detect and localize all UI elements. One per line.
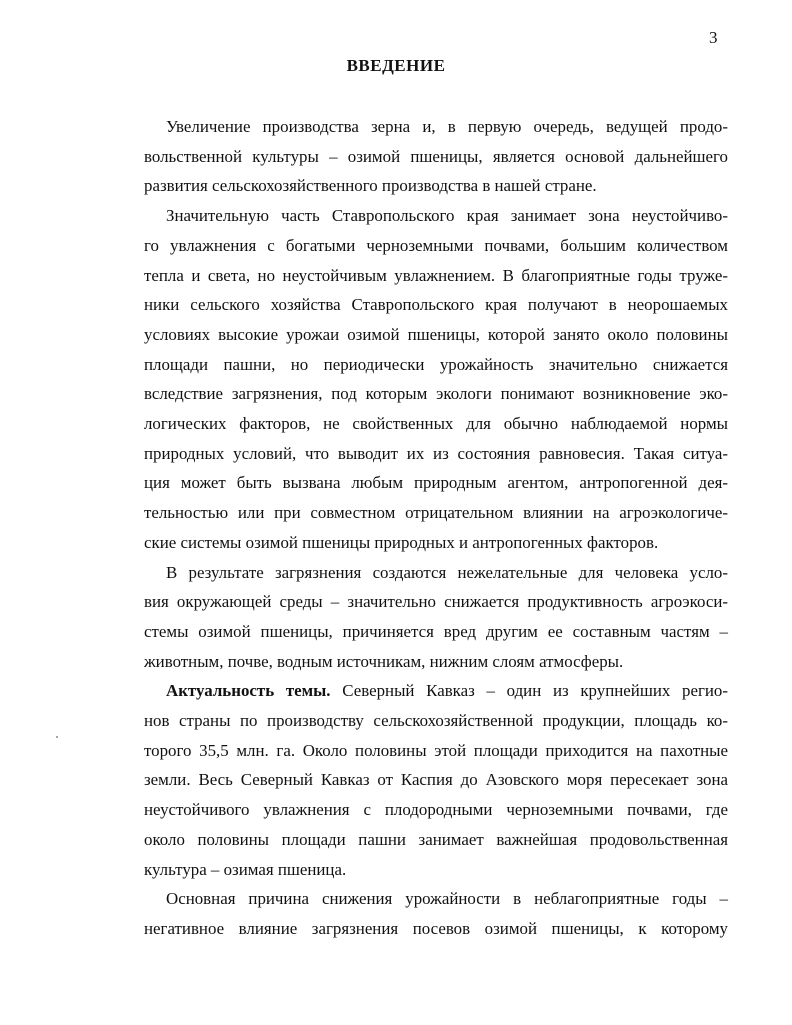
body-text <box>144 112 728 944</box>
text-line: площади пашни, но периодически урожайность значительно снижается <box>144 354 728 374</box>
text-line: условиях высокие урожаи озимой пшеницы, которой занято около половины <box>144 324 728 344</box>
text-line: вольственной культуры – озимой пшеницы, является основой дальнейшего <box>144 146 728 166</box>
text-line: природных условий, что выводит их из состояния равновесия. Такая ситуа- <box>144 443 728 463</box>
scan-speck <box>56 736 58 738</box>
text-line: В результате загрязнения создаются нежелательные для человека усло- <box>166 562 728 582</box>
paragraph-4 <box>144 676 728 884</box>
text-line: ские системы озимой пшеницы природных и антропогенных факторов. <box>144 532 659 552</box>
text-line: животным, почве, водным источникам, нижним слоям атмосферы. <box>144 651 624 671</box>
text-line: негативное влияние загрязнения посевов озимой пшеницы, к которому <box>144 918 728 938</box>
text-line: развития сельскохозяйственного производства в нашей стране. <box>144 176 597 196</box>
text-line: Значительную часть Ставропольского края занимает зона неустойчиво- <box>166 206 728 226</box>
text-line-rest: Северный Кавказ – один из крупнейших регио- <box>330 681 728 701</box>
paragraph-5 <box>144 884 728 943</box>
text-line: тельностью или при совместном отрицательном влиянии на агроэкологиче- <box>144 503 728 523</box>
bold-lead: Актуальность темы. <box>166 681 331 701</box>
text-line: Увеличение производства зерна и, в первую очередь, ведущей продо- <box>166 117 728 136</box>
text-line: земли. Весь Северный Кавказ от Каспия до Азовского моря пересекает зона <box>144 770 728 790</box>
paragraph-2 <box>144 201 728 557</box>
section-heading: ВВЕДЕНИЕ <box>346 56 446 75</box>
text-line: вия окружающей среды – значительно снижается продуктивность агроэкоси- <box>144 592 728 612</box>
text-line: Основная причина снижения урожайности в неблагоприятные годы – <box>166 889 728 909</box>
text-line: ция может быть вызвана любым природным агентом, антропогенной дея- <box>144 473 728 493</box>
text-line: нов страны по производству сельскохозяйственной продукции, площадь ко- <box>144 711 728 731</box>
text-line: логических факторов, не свойственных для обычно наблюдаемой нормы <box>144 414 728 434</box>
paragraph-1 <box>144 112 728 201</box>
paragraph-3 <box>144 558 728 677</box>
text-line: го увлажнения с богатыми черноземными почвами, большим количеством <box>144 235 728 255</box>
text-line: ники сельского хозяйства Ставропольского края получают в неорошаемых <box>144 295 728 315</box>
text-line: неустойчивого увлажнения с плодородными черноземными почвами, где <box>144 800 728 820</box>
page-number: 3 <box>709 28 718 47</box>
text-line <box>144 676 728 706</box>
text-line: культура – озимая пшеница. <box>144 859 347 879</box>
text-line: стемы озимой пшеницы, причиняется вред другим ее составным частям – <box>144 621 728 641</box>
text-line: торого 35,5 млн. га. Около половины этой площади приходится на пахотные <box>144 740 728 760</box>
text-line: вследствие загрязнения, под которым экологи понимают возникновение эко- <box>144 384 728 404</box>
text-line: тепла и света, но неустойчивым увлажнением. В благоприятные годы труже- <box>144 265 728 285</box>
text-line: около половины площади пашни занимает важнейшая продовольственная <box>144 829 728 849</box>
